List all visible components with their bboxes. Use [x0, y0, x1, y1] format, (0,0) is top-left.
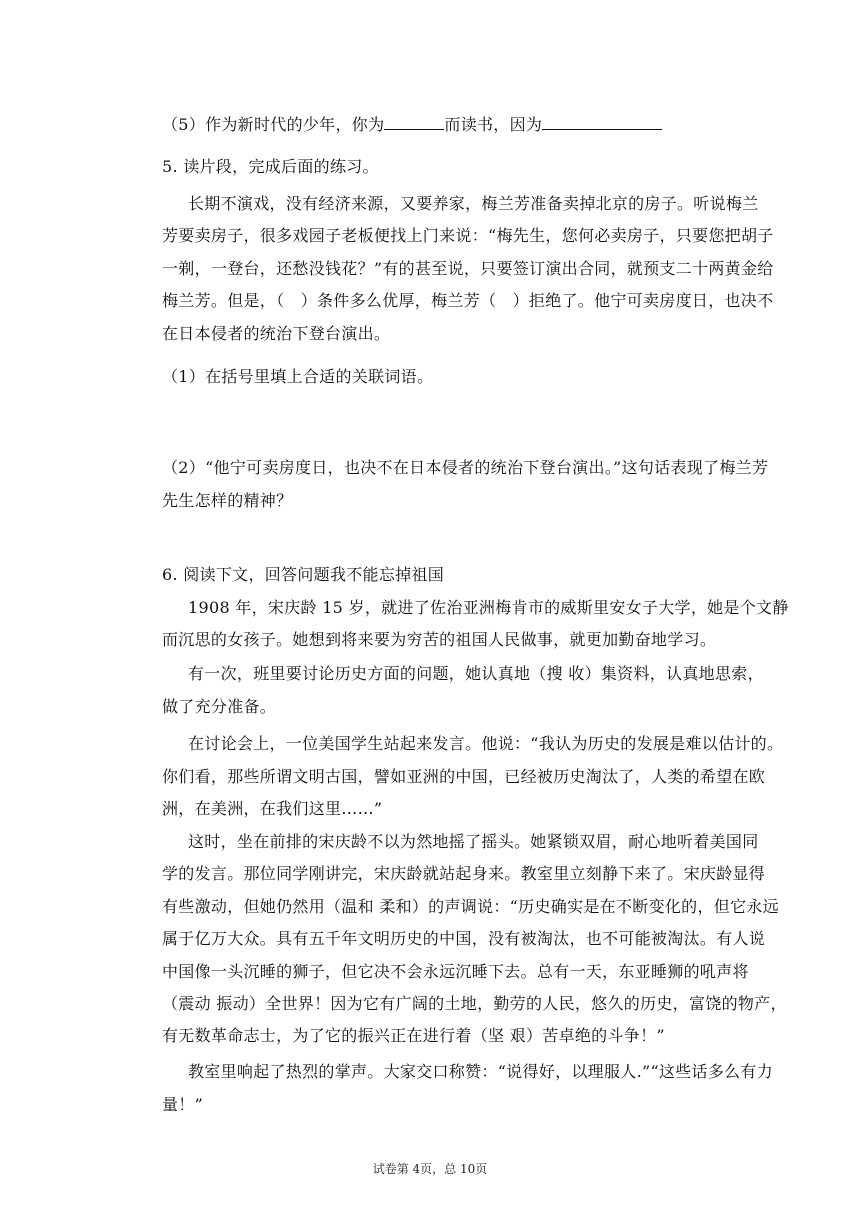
- q6-passage-line: 这时，坐在前排的宋庆龄不以为然地摇了摇头。她紧锁双眉，耐心地听着美国同: [188, 832, 759, 851]
- q6-passage-line: 做了充分准备。: [162, 697, 277, 716]
- q6-passage-line: 有无数革命志士，为了它的振兴正在进行着（坚 艰）苦卓绝的斗争！”: [162, 1026, 665, 1045]
- q5-passage-line: 一剃，一登台，还愁没钱花？”有的甚至说，只要签订演出合同，就预支二十两黄金给: [162, 259, 774, 278]
- q6-passage-line: 量！”: [162, 1095, 204, 1114]
- q5-sub-question-2-cont: 先生怎样的精神？: [162, 491, 293, 510]
- q6-passage-line: 属于亿万大众。具有五千年文明历史的中国，没有被淘汰，也不可能被淘汰。有人说: [162, 929, 766, 948]
- q5-passage-line: 芳要卖房子，很多戏园子老板便找上门来说：“梅先生，您何必卖房子，只要您把胡子: [162, 226, 774, 245]
- q5-sub-question-2: （2）“他宁可卖房度日，也决不在日本侵者的统治下登台演出。”这句话表现了梅兰芳: [162, 458, 769, 477]
- q5-sub-question-1: （1）在括号里填上合适的关联词语。: [162, 367, 434, 386]
- q6-passage-line: 教室里响起了热烈的掌声。大家交口称赞：“说得好，以理服人.”“这些话多么有力: [188, 1062, 774, 1081]
- q6-passage-line: 而沉思的女孩子。她想到将来要为穷苦的祖国人民做事，就更加勤奋地学习。: [162, 630, 717, 649]
- q6-passage-line: 学的发言。那位同学刚讲完，宋庆龄就站起身来。教室里立刻静下来了。宋庆龄显得: [162, 864, 766, 883]
- q6-passage-line: 洲，在美洲，在我们这里……”: [162, 799, 383, 818]
- q5-passage-line: 梅兰芳。但是，（ ）条件多么优厚，梅兰芳（ ）拒绝了。他宁可卖房度日，也决不: [162, 291, 774, 310]
- q6-passage-line: 1908 年，宋庆龄 15 岁，就进了佐治亚洲梅肯市的威斯里安女子大学，她是个文静: [188, 598, 789, 617]
- item5-prefix: （5）作为新时代的少年，你为: [162, 115, 385, 134]
- q5-passage-line: 在日本侵者的统治下登台演出。: [162, 324, 391, 343]
- q5-passage-line: 长期不演戏，没有经济来源，又要养家，梅兰芳准备卖掉北京的房子。听说梅兰: [188, 194, 759, 213]
- answer-blank-2[interactable]: [542, 115, 662, 130]
- q6-passage-line: 有些激动，但她仍然用（温和 柔和）的声调说：“历史确实是在不断变化的，但它永远: [162, 897, 779, 916]
- q6-passage-line: 中国像一头沉睡的狮子，但它决不会永远沉睡下去。总有一天，东亚睡狮的吼声将: [162, 962, 749, 981]
- q6-passage-line: 你们看，那些所谓文明古国，譬如亚洲的中国，已经被历史淘汰了，人类的希望在欧: [162, 767, 766, 786]
- q6-passage-line: （震动 振动）全世界！因为它有广阔的土地，勤劳的人民，悠久的历史，富饶的物产，: [162, 994, 787, 1013]
- q6-passage-line: 有一次，班里要讨论历史方面的问题，她认真地（搜 收）集资料，认真地思索，: [188, 664, 764, 683]
- q6-passage-line: 在讨论会上，一位美国学生站起来发言。他说：“我认为历史的发展是难以估计的。: [188, 734, 784, 753]
- page-footer: 试卷第 4页，总 10页: [372, 1162, 488, 1176]
- q5-title: 5. 读片段，完成后面的练习。: [162, 157, 379, 176]
- item5-middle: 而读书，因为: [444, 115, 543, 134]
- answer-blank-1[interactable]: [384, 115, 444, 130]
- q5-prev-item5: [162, 115, 662, 135]
- q6-title: 6. 阅读下文，回答问题我不能忘掉祖国: [162, 565, 445, 584]
